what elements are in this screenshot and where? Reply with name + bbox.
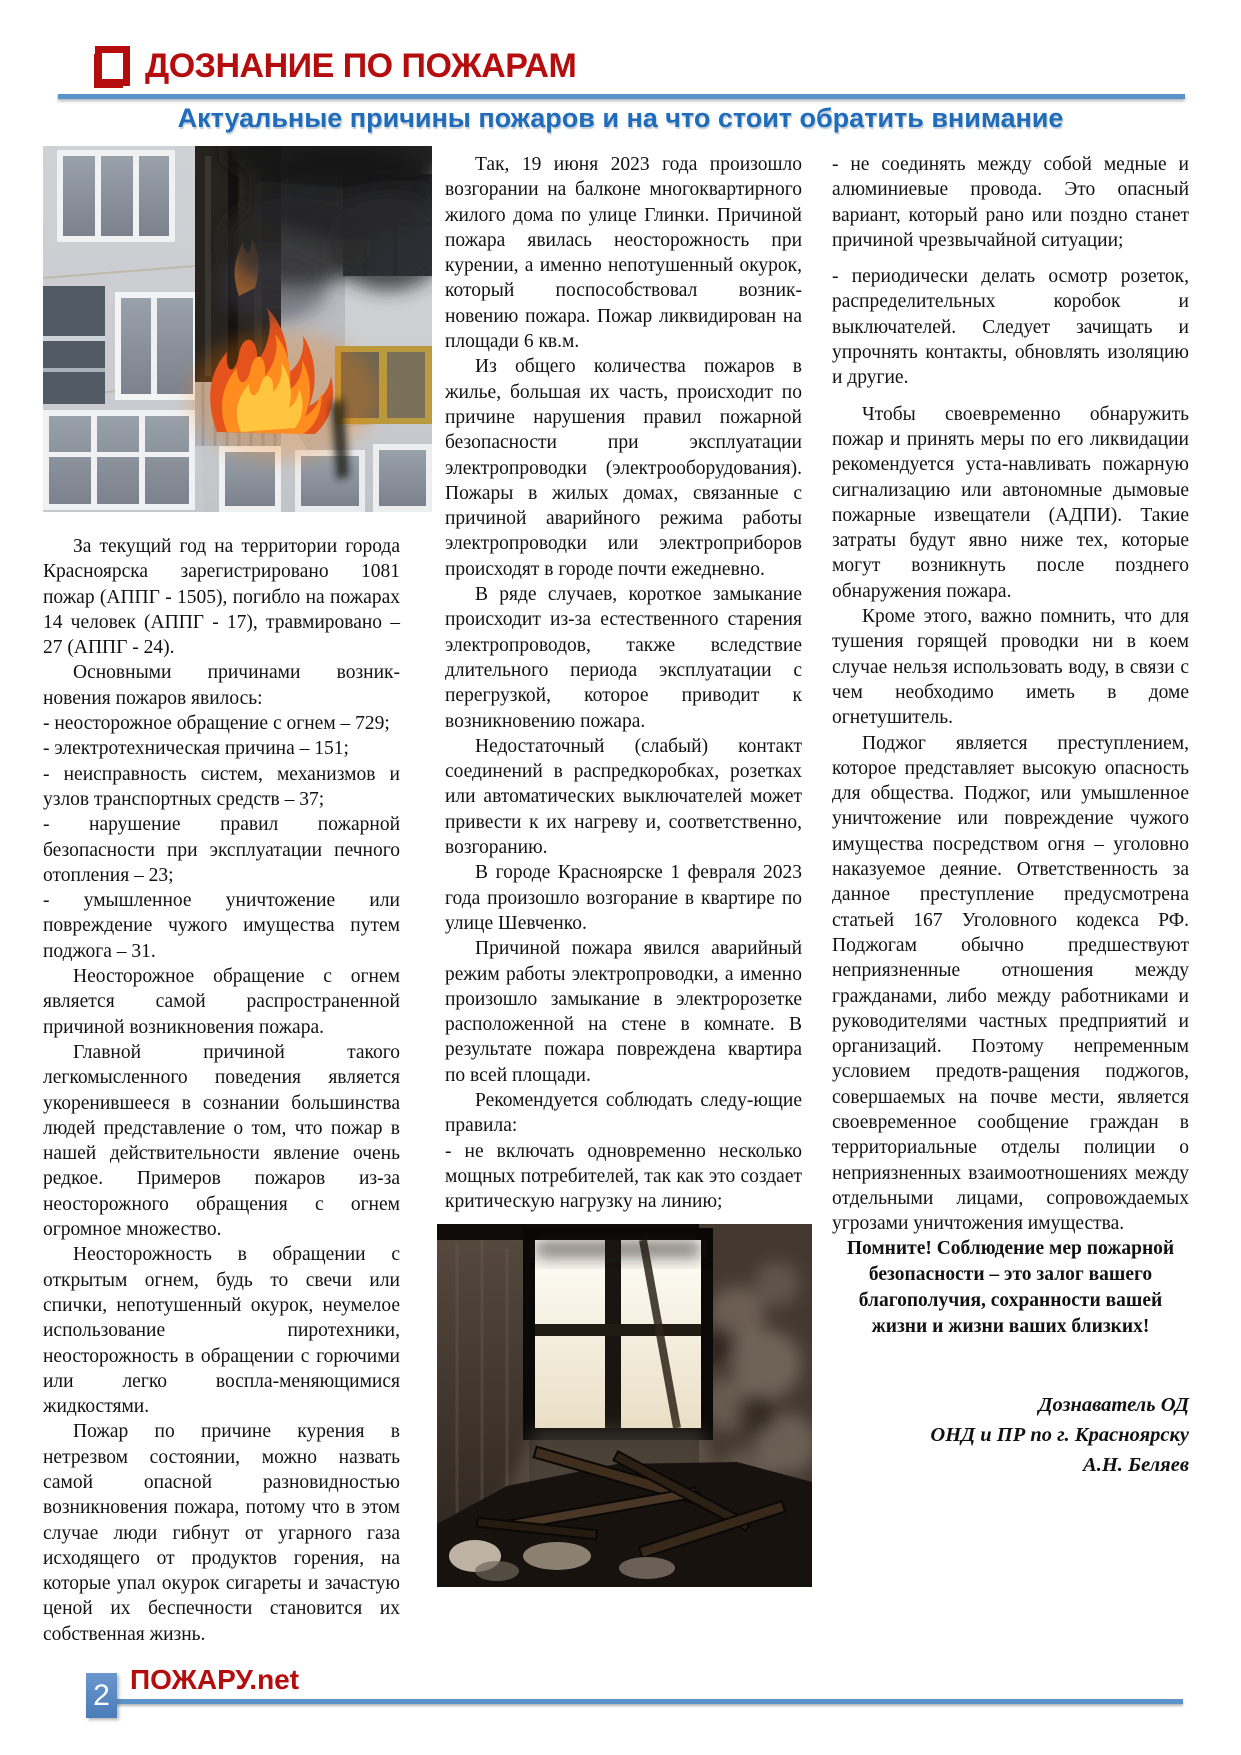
left-column: [43, 534, 400, 1647]
paragraph: За текущий год на территории города Красноярска зарегистрировано 1081 пожар (АППГ - 1505), погибло на пожарах 14 человек (АППГ - 17), травмировано – 27 (АППГ - 24).: [43, 536, 400, 659]
burning-balcony-photo: [43, 146, 432, 512]
bullet-item: - периодически делать осмотр розеток, распределительных коробок и выключателей. Следует зачищать и упрочнять контакты, обновлять изоляцию и другие.: [832, 266, 1189, 389]
bullet-item: - умышленное уничтожение или повреждение чужого имущества путем поджога – 31.: [43, 890, 400, 962]
bullet-item: - неисправность систем, механизмов и узлов транспортных средств – 37;: [43, 763, 400, 810]
burnt-room-photo: [437, 1224, 812, 1587]
paragraph: Пожар по причине курения в нетрезвом состоянии, можно назвать самой опасной разновидностью возникновения пожара, потому что в этом случае люди гибнут от угарного газа исходящего от продуктов горения, на которые упал окурок сигареты и зачастую ценой их беспечности становится их собственная жизнь.: [43, 1421, 400, 1645]
bullet-item: - не соединять между собой медные и алюминиевые провода. Это опасный вариант, который рано или поздно станет причиной чрезвычайной ситуации;: [832, 154, 1189, 251]
signature-line: Дознаватель ОД: [1038, 1394, 1189, 1417]
right-column: [832, 152, 1189, 1480]
paragraph: Неосторожное обращение с огнем является самой распространенной причиной возникновения пожара.: [43, 966, 400, 1038]
footer-divider: [95, 1699, 1183, 1704]
page-title: ДОЗНАНИЕ ПО ПОЖАРАМ: [145, 46, 577, 85]
bullet-item: - неосторожное обращение с огнем – 729;: [43, 713, 390, 735]
paragraph: Главной причиной такого легкомысленного поведения является укоренившееся в сознании большинства людей представление о том, что пожар в нашей действительности явление очень редкое. Примеров пожаров из-за неосторожного обращения с огнем огромное множество.: [43, 1041, 400, 1241]
paragraph: В ряде случаев, короткое замыкание происходит из-за естественного старения электропроводов, также вследствие длительного периода эксплуатации с перегрузкой, которое приводит к возникновению пожара.: [445, 584, 802, 732]
page-header: [95, 46, 576, 86]
paragraph: В городе Красноярске 1 февраля 2023 года произошло возгорание в квартире по улице Шевченко.: [445, 862, 802, 934]
header-divider: [58, 94, 1185, 99]
page-number-badge: 2: [86, 1673, 117, 1718]
checkbox-icon: [95, 46, 130, 86]
paragraph: Причиной пожара явился аварийный режим работы электропроводки, а именно произошло замыкание в электророзетке расположенной на стене в комнате. В результате пожара повреждена квартира по всей площади.: [445, 938, 802, 1086]
paragraph: Недостаточный (слабый) контакт соединений в распредкоробках, розетках или автоматических выключателей может привести к их нагреву и, соответственно, возгоранию.: [445, 735, 802, 859]
paragraph: Чтобы своевременно обнаружить пожар и принять меры по его ликвидации рекомендуется уста-навливать пожарную сигнализацию или автономные дымовые пожарные извещатели (АДПИ). Такие затраты будут явно ниже тех, которые могут возникнуть после позднего обнаружения пожара.: [832, 403, 1189, 602]
paragraph: Так, 19 июня 2023 года произошло возгорании на балконе многоквартирного жилого дома по улице Глинки. Причиной пожара явилась неосторожность при курении, а именно непотушенный окурок, который поспособствовал возник-новению пожара. Пожар ликвидирован на площади 6 кв.м.: [445, 154, 802, 353]
paragraph: Поджог является преступлением, которое представляет высокую опасность для общества. Поджог, или умышленное уничтожение или повреждение чужого имущества посредством огня – уголовно наказуемое деяние. Ответственность за данное преступление предусмотрена статьей 167 Уголовного кодекса РФ. Поджогам обычно предшествуют неприязненные отношения между гражданами, либо между работниками и руководителями частных предприятий и организаций. Поэтому непременным условием предотв-ращения поджогов, совершаемых на почве мести, является своевременное сообщение граждан в территориальные отделы полиции о неприязненных взаимоотношениях между отдельными лицами, сопровождаемых угрозами уничтожения имущества.: [832, 732, 1189, 1235]
paragraph: Кроме этого, важно помнить, что для тушения горящей проводки ни в коем случае нельзя использовать воду, в связи с чем необходимо иметь в доме огнетушитель.: [832, 606, 1189, 729]
paragraph: Неосторожность в обращении с открытым огнем, будь то свечи или спички, непотушенный окурок, неумелое использование пиротехники, неосторожность в обращении с горючими или легко воспла-меняющимися жидкостями.: [43, 1244, 400, 1418]
bullet-item: - нарушение правил пожарной безопасности при эксплуатации печного отопления – 23;: [43, 814, 400, 886]
signature-line: ОНД и ПР по г. Красноярску: [930, 1424, 1189, 1447]
signature-block: [832, 1390, 1189, 1480]
paragraph: Основными причинами возник-новения пожаров явилось:: [43, 662, 400, 709]
safety-reminder: Помните! Соблюдение мер пожарной безопасности – это залог вашего благополучия, сохранности вашей жизни и жизни ваших близких!: [846, 1238, 1175, 1338]
middle-column: [445, 152, 802, 1587]
paragraph: Рекомендуется соблюдать следу-ющие правила:: [445, 1089, 802, 1137]
bullet-item: - электротехническая причина – 151;: [43, 738, 349, 760]
signature-line: А.Н. Беляев: [1083, 1454, 1189, 1477]
article-title: Актуальные причины пожаров и на что стоит обратить внимание: [177, 103, 1064, 133]
footer-brand: ПОЖАРУ.net: [130, 1664, 300, 1695]
paragraph: Из общего количества пожаров в жилье, большая их часть, происходит по причине нарушения правил пожарной безопасности при эксплуатации электропроводки (электрооборудования). Пожары в жилых домах, связанные с причиной аварийного режима работы электропроводки или электроприборов происходят в городе почти ежедневно.: [445, 356, 802, 580]
bullet-item: - не включать одновременно несколько мощных потребителей, так как это создает критическую нагрузку на линию;: [445, 1140, 802, 1213]
